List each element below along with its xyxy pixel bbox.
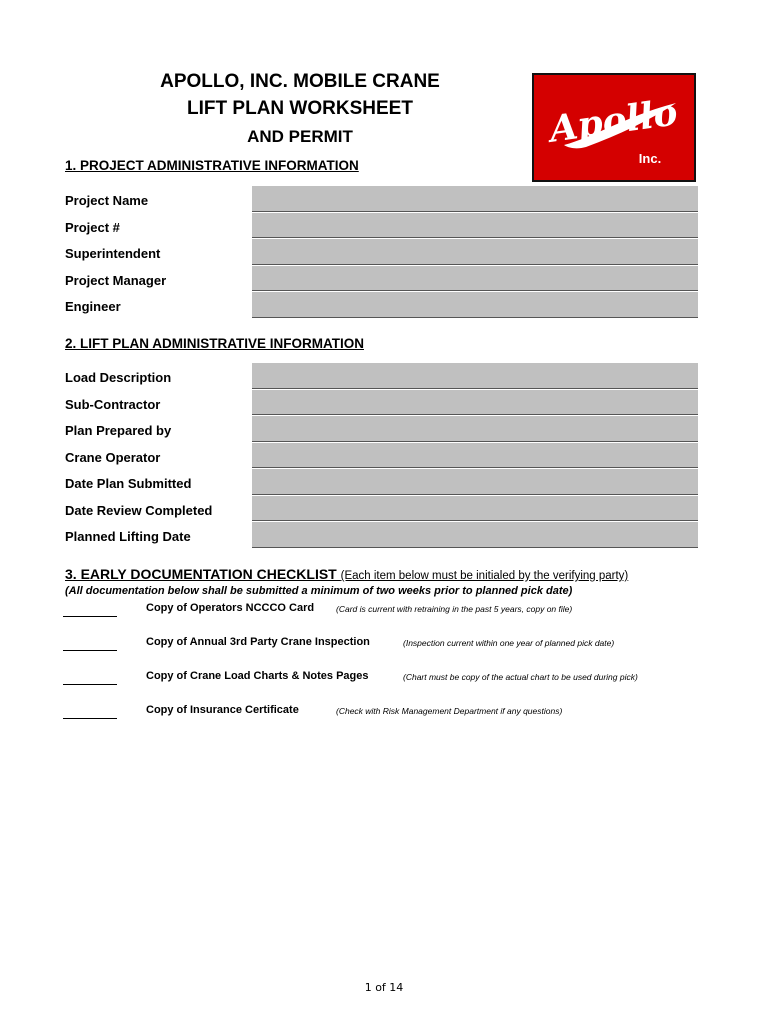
field-label: Project Manager — [65, 272, 167, 288]
field-label: Superintendent — [65, 246, 161, 261]
checklist-item — [63, 669, 703, 689]
checklist-item-label: Copy of Crane Load Charts & Notes Pages — [146, 670, 369, 682]
engineer-input[interactable] — [252, 292, 698, 318]
checklist-item-note: (Chart must be copy of the actual chart to be used during pick) — [403, 672, 638, 682]
title-line-3: AND PERMIT — [247, 127, 353, 146]
apollo-logo-graphic — [534, 75, 694, 180]
checklist-item — [63, 703, 703, 723]
field-row-date-review-completed — [65, 496, 698, 523]
logo-suffix-text: Inc. — [638, 151, 662, 166]
field-label: Plan Prepared by — [65, 423, 172, 438]
project-admin-fields — [65, 186, 698, 319]
field-label: Project Name — [65, 193, 149, 208]
load-description-input[interactable] — [252, 363, 698, 389]
requirement-note: (All documentation below shall be submitted a minimum of two weeks prior to planned pick date) — [65, 585, 573, 597]
checklist-item-label: Copy of Insurance Certificate — [146, 704, 299, 716]
date-plan-submitted-input[interactable] — [252, 469, 698, 495]
field-row-planned-lifting-date — [65, 522, 698, 549]
initial-line[interactable] — [63, 616, 117, 617]
checklist-item-note: (Card is current with retraining in the past 5 years, copy on file) — [336, 604, 573, 614]
checklist-item-label: Copy of Annual 3rd Party Crane Inspection — [146, 636, 370, 648]
initial-line[interactable] — [63, 684, 117, 685]
superintendent-input[interactable] — [252, 239, 698, 265]
project-name-input[interactable] — [252, 186, 698, 212]
field-row-load-description — [65, 363, 698, 390]
project-manager-input[interactable] — [252, 266, 698, 292]
initial-line[interactable] — [63, 650, 117, 651]
logo-brand-text: Apollo — [546, 91, 680, 151]
section3-heading-text: 3. EARLY DOCUMENTATION CHECKLIST — [65, 566, 341, 582]
section2-heading: 2. LIFT PLAN ADMINISTRATIVE INFORMATION — [65, 336, 364, 351]
field-row-project-number — [65, 213, 698, 240]
field-label: Date Plan Submitted — [65, 476, 192, 491]
section1-heading: 1. PROJECT ADMINISTRATIVE INFORMATION — [65, 158, 359, 173]
date-review-completed-input[interactable] — [252, 496, 698, 522]
sub-contractor-input[interactable] — [252, 390, 698, 416]
field-label: Project # — [65, 219, 120, 235]
field-label: Load Description — [65, 370, 172, 385]
field-label: Engineer — [65, 299, 121, 314]
title-line-2: LIFT PLAN WORKSHEET — [187, 98, 413, 119]
apollo-logo — [532, 73, 696, 182]
crane-operator-input[interactable] — [252, 443, 698, 469]
field-row-project-manager — [65, 266, 698, 293]
field-label: Crane Operator — [65, 449, 161, 465]
field-row-engineer — [65, 292, 698, 319]
checklist-item-label: Copy of Operators NCCCO Card — [146, 602, 315, 614]
project-number-input[interactable] — [252, 213, 698, 239]
plan-prepared-by-input[interactable] — [252, 416, 698, 442]
checklist-item-note: (Inspection current within one year of planned pick date) — [403, 638, 615, 648]
field-label: Sub-Contractor — [65, 396, 161, 412]
field-row-date-plan-submitted — [65, 469, 698, 496]
section3-heading-note: (Each item below must be initialed by the verifying party) — [340, 570, 629, 582]
field-row-project-name — [65, 186, 698, 213]
field-row-crane-operator — [65, 443, 698, 470]
field-label: Date Review Completed — [65, 502, 213, 518]
section3-heading — [65, 566, 628, 582]
field-row-sub-contractor — [65, 390, 698, 417]
field-label: Planned Lifting Date — [65, 529, 191, 544]
checklist-item-note: (Check with Risk Management Department if any questions) — [336, 706, 563, 716]
title-line-1: APOLLO, INC. MOBILE CRANE — [160, 71, 440, 92]
checklist-item — [63, 601, 703, 621]
checklist-item — [63, 635, 703, 655]
planned-lifting-date-input[interactable] — [252, 522, 698, 548]
field-row-plan-prepared-by — [65, 416, 698, 443]
field-row-superintendent — [65, 239, 698, 266]
page-number: 1 of 14 — [364, 981, 404, 994]
initial-line[interactable] — [63, 718, 117, 719]
lift-plan-admin-fields — [65, 363, 698, 549]
